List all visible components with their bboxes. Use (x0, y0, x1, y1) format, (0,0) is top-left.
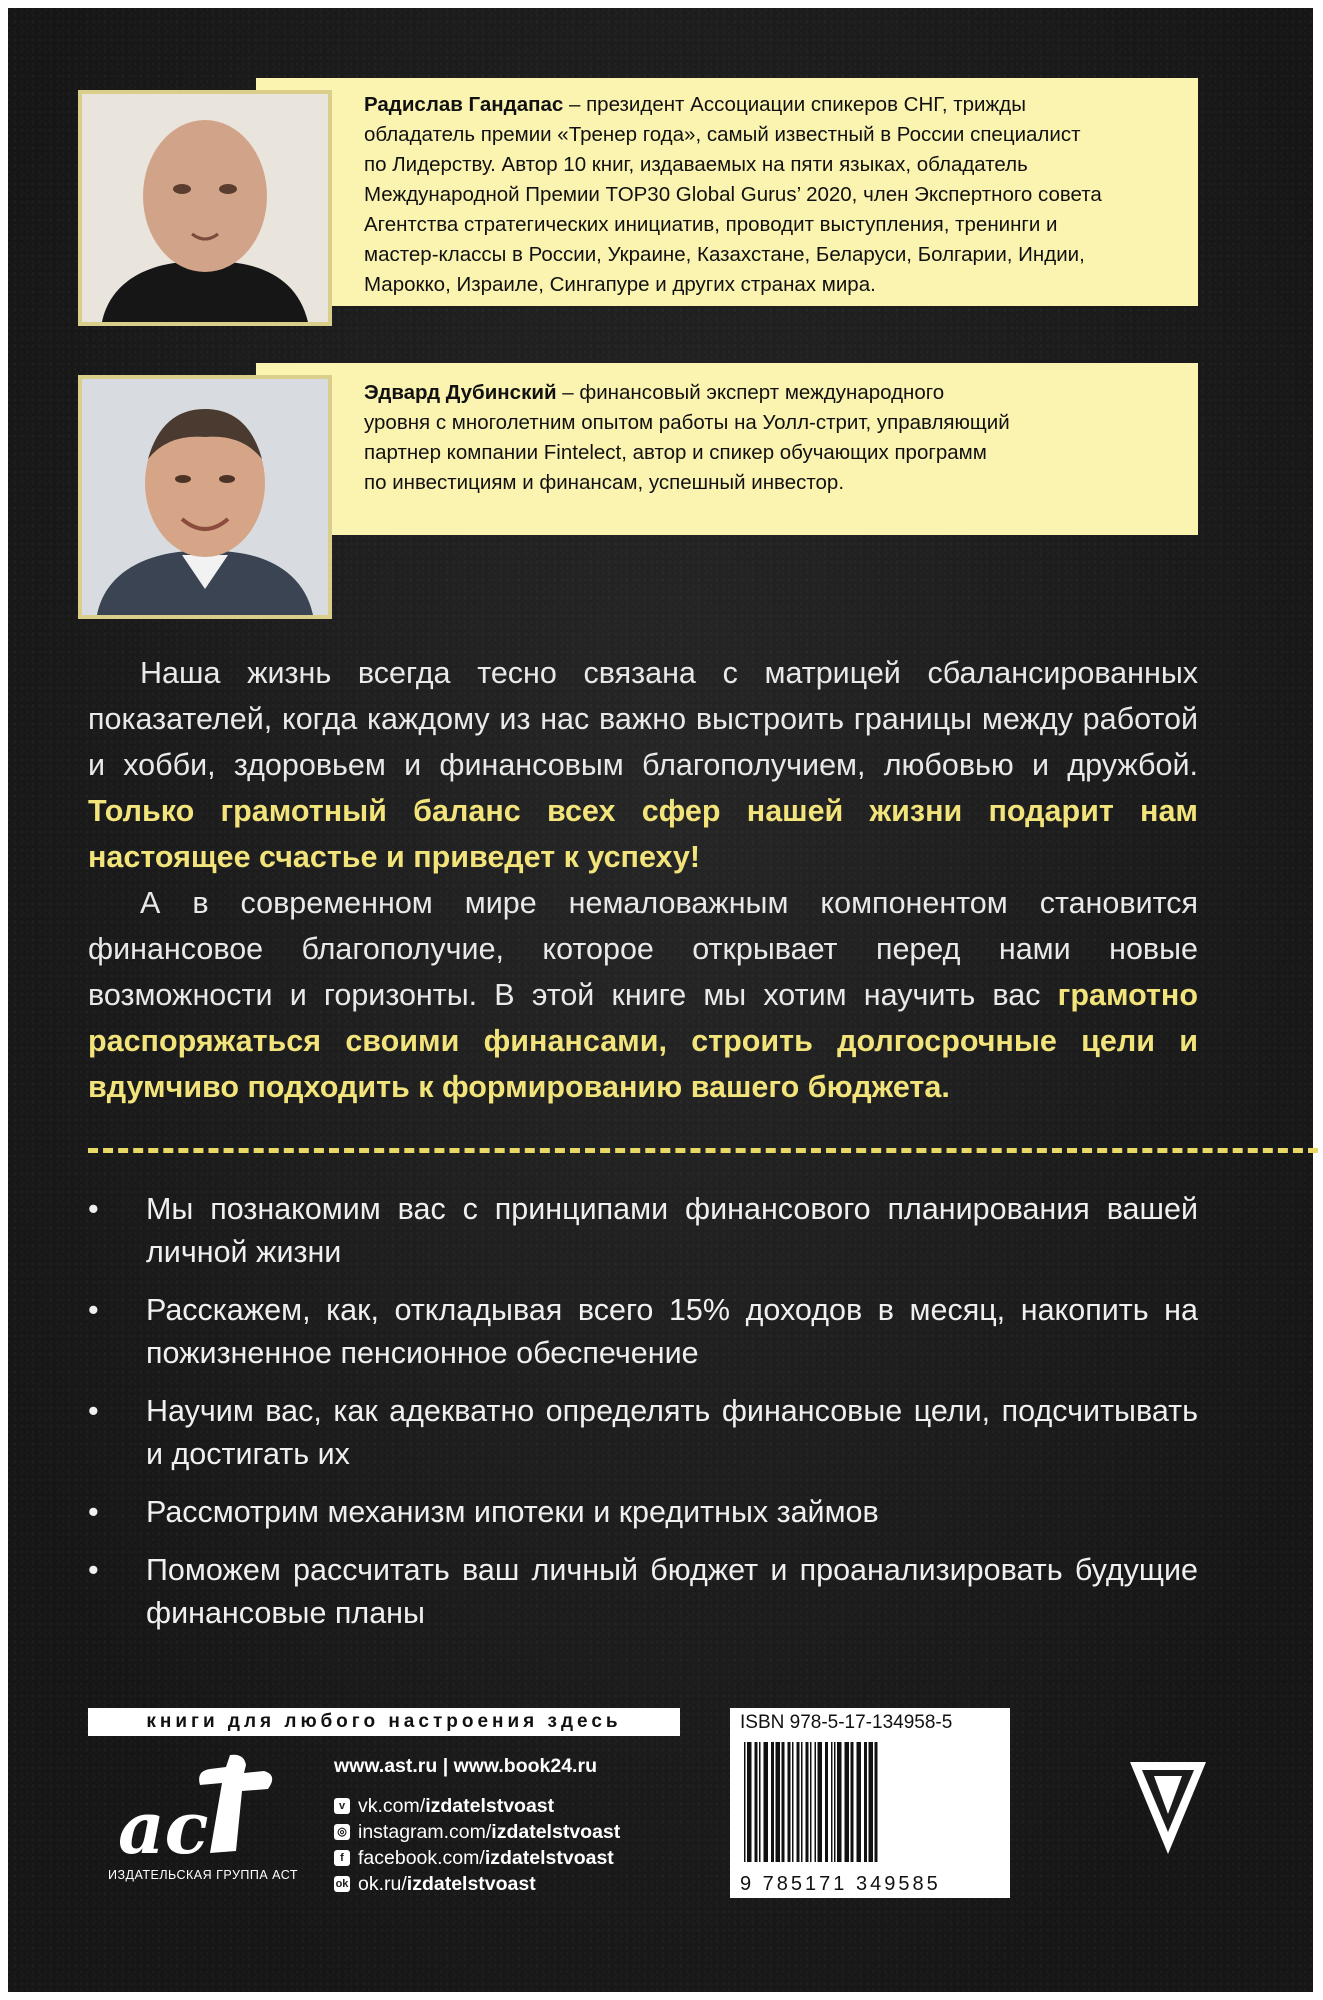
social-link-ok[interactable] (334, 1871, 620, 1897)
barcode-bar (864, 1742, 867, 1862)
barcode-bar (818, 1742, 823, 1862)
barcode-bar (797, 1742, 800, 1862)
intro-text-plain: Наша жизнь всегда тесно связана с матрицей сбалансированных показателей, когда каждому из нас важно выстроить границы между работой и хобби, здоровьем и финансовым благополучием, любовью и дружбой. (88, 656, 1198, 782)
book-back-cover (8, 8, 1313, 1992)
barcode (740, 1742, 1000, 1862)
bullet-icon: • (88, 1553, 99, 1587)
barcode-bar (782, 1742, 785, 1862)
feature-list (88, 1188, 1198, 1650)
bio-text: – финансовый эксперт международного (556, 381, 945, 404)
author-photo-gandapas (78, 90, 332, 326)
barcode-bar (792, 1742, 794, 1862)
bullet-icon: • (88, 1394, 99, 1428)
social-prefix: facebook.com/ (358, 1847, 485, 1869)
list-item-text: Научим вас, как адекватно определять финансовые цели, подсчитывать и достигать их (146, 1394, 1198, 1471)
publisher-links (334, 1753, 620, 1897)
barcode-bar (825, 1742, 828, 1862)
barcode-digits: 9 785171 349585 (740, 1873, 941, 1895)
barcode-bar (851, 1742, 854, 1862)
social-prefix: instagram.com/ (358, 1821, 492, 1843)
bio-line: Международной Премии TOP30 Global Gurus’ 2020, член Экспертного совета (364, 183, 1102, 206)
bio-line: партнер компании Fintelect, автор и спикер обучающих программ (364, 441, 987, 464)
barcode-bar (834, 1742, 836, 1862)
list-item-text: Расскажем, как, откладывая всего 15% доходов в месяц, накопить на пожизненное пенсионное обеспечение (146, 1293, 1198, 1370)
bio-line: по инвестициям и финансам, успешный инвестор. (364, 471, 845, 494)
social-prefix: ok.ru/ (358, 1873, 407, 1895)
list-item (88, 1491, 1198, 1534)
list-item (88, 1289, 1198, 1375)
social-handle: izdatelstvoast (484, 1847, 614, 1869)
ok-icon: ok (335, 1878, 349, 1890)
barcode-bar (831, 1742, 833, 1862)
intro-paragraph-1 (88, 650, 1198, 880)
bullet-icon: • (88, 1293, 99, 1327)
barcode-bar (869, 1742, 874, 1862)
v-logo (1128, 1758, 1208, 1858)
author-name: Радислав Гандапас (364, 93, 564, 116)
list-item-text: Рассмотрим механизм ипотеки и кредитных займов (146, 1495, 879, 1529)
publisher-name: ИЗДАТЕЛЬСКАЯ ГРУППА АСТ (108, 1868, 298, 1882)
barcode-bar (744, 1742, 746, 1862)
barcode-bar (801, 1742, 803, 1862)
social-link-vk[interactable] (334, 1793, 620, 1819)
bio-line: уровня с многолетним опытом работы на Уолл-стрит, управляющий (364, 411, 1010, 434)
vk-icon: v (334, 1798, 350, 1814)
list-item-text: Поможем рассчитать ваш личный бюджет и проанализировать будущие финансовые планы (146, 1553, 1198, 1630)
instagram-icon: ◎ (334, 1824, 350, 1840)
barcode-bar (806, 1742, 809, 1862)
bullet-icon: • (88, 1192, 99, 1226)
social-handle: izdatelstvoast (406, 1873, 536, 1895)
intro-paragraph-2 (88, 880, 1198, 1110)
bio-line: мастер-классы в России, Украине, Казахстане, Беларуси, Болгарии, Индии, (364, 243, 1085, 266)
barcode-bar (810, 1742, 812, 1862)
barcode-bar (875, 1742, 878, 1862)
social-prefix: vk.com/ (358, 1795, 426, 1817)
list-item (88, 1390, 1198, 1476)
barcode-bar (845, 1742, 850, 1862)
v-logo-icon (1128, 1758, 1208, 1858)
intro-highlight: Только грамотный баланс всех сфер нашей жизни подарит нам настоящее счастье и приведет к успеху! (88, 794, 1198, 874)
barcode-bar (857, 1742, 862, 1862)
bio-line: по Лидерству. Автор 10 книг, издаваемых на пяти языках, обладатель (364, 153, 1028, 176)
social-link-instagram[interactable] (334, 1819, 620, 1845)
barcode-bar (771, 1742, 774, 1862)
website-links[interactable]: www.ast.ru | www.book24.ru (334, 1755, 597, 1777)
list-item-text: Мы познакомим вас с принципами финансового планирования вашей личной жизни (146, 1192, 1198, 1269)
dashed-divider (88, 1148, 1318, 1153)
ast-logo (118, 1753, 288, 1863)
author-photo-dubinsky (78, 375, 332, 619)
bio-text: – президент Ассоциации спикеров СНГ, трижды (563, 93, 1026, 116)
intro-highlight: грамотно распоряжаться своими финансами, строить долгосрочные цели и вдумчиво подходить к формированию вашего бюджета. (88, 978, 1198, 1104)
barcode-bar (837, 1742, 842, 1862)
barcode-bar (815, 1742, 817, 1862)
ast-logo-text: ac (118, 1785, 209, 1863)
social-handle: izdatelstvoast (491, 1821, 621, 1843)
bio-line: Марокко, Израиле, Сингапуре и других странах мира. (364, 273, 876, 296)
barcode-bar (776, 1742, 781, 1862)
isbn-label: ISBN 978-5-17-134958-5 (740, 1712, 953, 1733)
barcode-bar (755, 1742, 758, 1862)
barcode-bar (747, 1742, 752, 1862)
author-bio-gandapas (364, 90, 1194, 300)
bullet-icon: • (88, 1495, 99, 1529)
list-item (88, 1549, 1198, 1635)
bio-line (364, 378, 1194, 408)
barcode-bar (788, 1742, 791, 1862)
facebook-icon: f (334, 1850, 350, 1866)
author-bio-dubinsky (364, 378, 1194, 498)
social-link-facebook[interactable] (334, 1845, 620, 1871)
tagline-banner: книги для любого настроения здесь (88, 1708, 680, 1736)
ast-logo-icon (118, 1753, 288, 1863)
list-item (88, 1188, 1198, 1274)
isbn-barcode (730, 1708, 1010, 1898)
intro-text (88, 650, 1198, 1110)
barcode-bar (764, 1742, 769, 1862)
intro-text-plain: А в современном мире немаловажным компонентом становится финансовое благополучие, которое открывает перед нами новые возможности и горизонты. В этой книге мы хотим научить вас (88, 886, 1198, 1012)
bio-line: обладатель премии «Тренер года», самый известный в России специалист (364, 123, 1081, 146)
social-handle: izdatelstvoast (425, 1795, 555, 1817)
author-name: Эдвард Дубинский (364, 381, 557, 404)
bio-line (364, 90, 1194, 120)
bio-line: Агентства стратегических инициатив, проводит выступления, тренинги и (364, 213, 1058, 236)
barcode-bar (759, 1742, 761, 1862)
